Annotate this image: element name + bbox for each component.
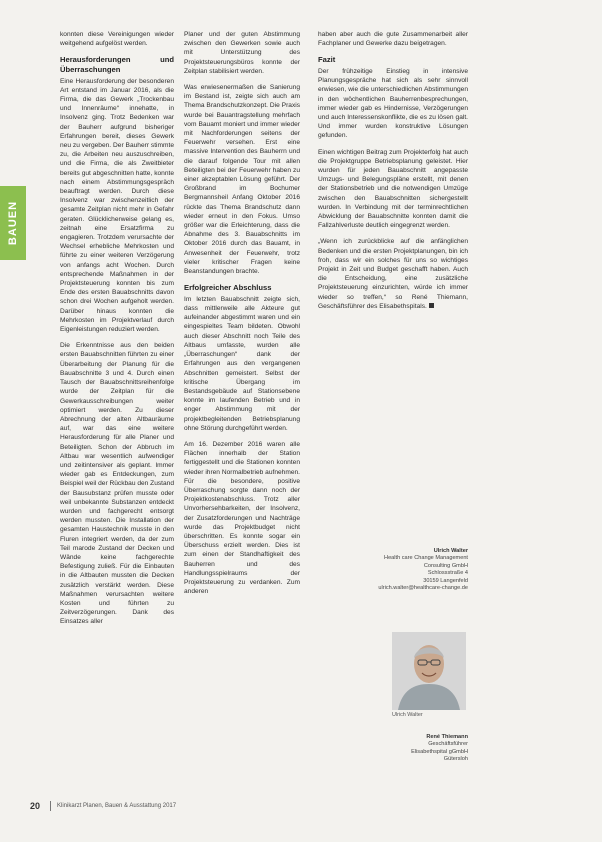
executive-contact	[360, 734, 468, 764]
portrait-caption: Ulrich Walter	[392, 712, 423, 718]
footer-divider	[50, 801, 51, 811]
text-column-3	[318, 30, 468, 318]
contact-name: Ulrich Walter	[433, 548, 468, 554]
paragraph: Einen wichtigen Beitrag zum Projekterfolg hat auch die Projektgruppe Betriebsplanung geleistet. Hier wurden für jeden Bauabschnitt angepasste Umzugs- und Belegungspläne erstellt, mit denen der Stationsbetrieb und die notwendigen Umzüge zwischen den Bauabschnitten sichergestellt wurden. In Verbindung mit der terminrechtlichen Abwicklung der Bauabschnitte konnten damit die Fallzahlverluste deutlich eingegrenzt werden.	[318, 148, 468, 230]
contact-line: Schlossstraße 4	[427, 570, 468, 577]
contact-line: Geschäftsführer	[428, 741, 468, 748]
portrait-illustration	[392, 632, 466, 710]
end-of-article-mark	[429, 303, 434, 308]
section-tab-label: BAUEN	[7, 200, 19, 246]
text-column-2	[184, 30, 300, 603]
paragraph: Im letzten Bauabschnitt zeigte sich, dass mittlerweile alle Akteure gut aufeinander abgestimmt waren und ein eingespieltes Team bildeten. Obwohl auch dieser Abschnitt noch Teile des Altbaus umfasste, wurden alle „Überraschungen“ dank der Erfahrungen aus den vergangenen Abschnitten gemeistert. Selbst der kritische Übergang im Bestandsgebäude auf Stationsebene konnte im laufenden Betrieb und in enger Abstimmung mit der projektbegleitenden Betriebsplanung ohne Störung durchgeführt werden.	[184, 295, 300, 432]
section-heading: Erfolgreicher Abschluss	[184, 283, 272, 293]
author-contact	[360, 548, 468, 592]
author-portrait	[392, 632, 466, 710]
contact-name: René Thiemann	[426, 734, 468, 740]
section-heading: Herausforderungen und Überraschungen	[60, 55, 174, 74]
page-number: 20	[30, 801, 41, 811]
paragraph: Was erwiesenermaßen die Sanierung im Bestand ist, zeigte sich auch am Thema Brandschutzkonzept. Die Praxis wurde bei Bauantragstellung mehrfach vom Bauamt moniert und immer wieder mit Nachforderungen seitens der Feuerwehr versehen. Erst eine massive Intervention des Bauherrn und die darauf folgende Tour mit allen Beteiligten bei der Feuerwehr haben zu einer akzeptablen Lösung geführt. Der Großbrand im Bochumer Bergmannsheil Anfang Oktober 2016 rückte das Thema Brandschutz dann wieder erneut in den Fokus. Umso größer war die Erleichterung, dass die Abnahme des 3. Bauabschnitts im Oktober 2016 durch das Bauamt, in Anwesenheit der Feuerwehr, trotz vieler kritischer Fragen keine Beanstandungen brachte.	[184, 84, 300, 276]
paragraph: konnten diese Vereinigungen wieder weitgehend aufgelöst werden.	[60, 31, 174, 48]
contact-line: Health care Change Management	[384, 555, 468, 562]
paragraph: Planer und der guten Abstimmung zwischen den Gewerken sowie auch mit Unterstützung des Projektsteuerungsbüros konnte der Zeitplan stabilisiert werden.	[184, 31, 300, 75]
section-tab	[0, 186, 26, 260]
paragraph: haben aber auch die gute Zusammenarbeit aller Fachplaner und Gewerke dazu beigetragen.	[318, 31, 468, 48]
text-column-1	[60, 30, 174, 634]
paragraph: Eine Herausforderung der besonderen Art entstand im Januar 2016, als die Firma, die das Gewerk „Trockenbau und Innenräume“ innehatte, in Insolvenz ging. Trotz Bedenken war der Bauherr aufgrund bisheriger Erfahrungen bereit, dieses Gewerk neu zu vergeben. Der Bauherr stimmte zu, die Arbeiten neu auszuschreiben, und die Firma, die als Zweitbieter bereits gut abgeschnitten hatte, konnte nach einem Abstimmungsgespräch beauftragt werden. Durch diese Insolvenz war zwischenzeitlich der gesamte Zeitplan nicht mehr in Gefahr geraten. Glücklicherweise gelang es, zeitnah eine Ersatzfirma zu engagieren. Trotzdem verursachte der Wechsel erhebliche Mehrkosten und führte zu einer weiteren Verzögerung von anfangs acht Wochen. Durch entsprechende Maßnahmen in der Projektsteuerung konnten bis zum Ende des ersten Bauabschnitts davon schon drei Wochen aufgeholt werden. Darüber hinaus konnten die Mehrkosten im Projektverlauf durch Eigenleistungen reduziert werden.	[60, 77, 174, 334]
contact-line: 30159 Langenfeld	[423, 577, 468, 584]
contact-line: Elisabethspital gGmbH	[411, 748, 468, 755]
contact-line: Consulting GmbH	[423, 562, 468, 569]
paragraph: Der frühzeitige Einstieg in intensive Planungsgespräche hat sich als sehr sinnvoll erwiesen, wie die unterschiedlichen Abstimmungen in den wöchentlichen Bauherrenbesprechungen, immer wieder gab es Hindernisse, Verzögerungen und auch Interessenskonflikte, die es zu lösen galt. Und immer wurden konstruktive Lösungen gefunden.	[318, 68, 468, 140]
contact-email: ulrich.walter@healthcare-change.de	[378, 585, 468, 592]
contact-line: Gütersloh	[443, 756, 468, 763]
page-footer	[30, 800, 450, 812]
quote-paragraph	[318, 237, 468, 311]
section-heading: Fazit	[318, 55, 336, 65]
paragraph: Die Erkenntnisse aus den beiden ersten Bauabschnitten führten zu einer Überarbeitung der Planung für die Bauabschnitte 3 und 4. Durch einen Tausch der Bauabschnittsreihenfolge wurde der Zeitplan für die Gewerkausschreibungen weiter optimiert werden. Zu dieser Abrechnung der alten Altbauräume auf, war das eine weitere Herausforderung für alle Planer und Beteiligten. Schon der Abbruch im Altbau war wesentlich aufwendiger und zeitintensiver als geplant. Immer wieder gab es Entdeckungen, zum Beispiel weil der Rückbau den Zustand der Bausubstanz prüfen musste oder weil unbekannte Substanzen entdeckt wurden und fachgerecht entsorgt werden mussten. Die Installation der gesamten Haustechnik musste in den Fluren integriert werden, da der zum Teil marode Zustand der Decken und Wände keine fachgerechte Befestigung zuließ. Für die Einbauten in die Altbauten mussten die Decken zusätzlich verstärkt werden. Diese Maßnahmen verursachten weitere Kosten und führten zu Zeitverzögerungen. Dank des Einsatzes aller	[60, 342, 174, 626]
publication-name: Klinikarzt Planen, Bauen & Ausstattung 2017	[57, 803, 177, 809]
quote-text: „Wenn ich zurückblicke auf die anfänglichen Bedenken und die ersten Projektplanungen, bin ich froh, dass wir ein solches für uns so wichtiges Projekt in Zeit und Budget geschafft haben. Auch die Entscheidung, eine zusätzliche Projektsteuerung einzurichten, würde ich immer wieder so treffen,“ so René Thiemann, Geschäftsführer des Elisabethspitals.	[318, 238, 468, 310]
paragraph: Am 16. Dezember 2016 waren alle Flächen innerhalb der Station fertiggestellt und die Stationen konnten wieder ihren Normalbetrieb aufnehmen. Für die besondere, positive Überraschung sorgte dann noch der Projektkostenabschluss. Trotz aller Unvorhersehbarkeiten, der Insolvenz, der Zusatzforderungen und Nachträge wurde das Projektbudget nicht überschritten. Es konnte sogar ein Überschuss erzielt werden. Dies ist zum einen der Standhaftigkeit des Bauherren und des Handlungsspielraums der Projektsteuerung zu verdanken. Zum anderen	[184, 440, 300, 596]
